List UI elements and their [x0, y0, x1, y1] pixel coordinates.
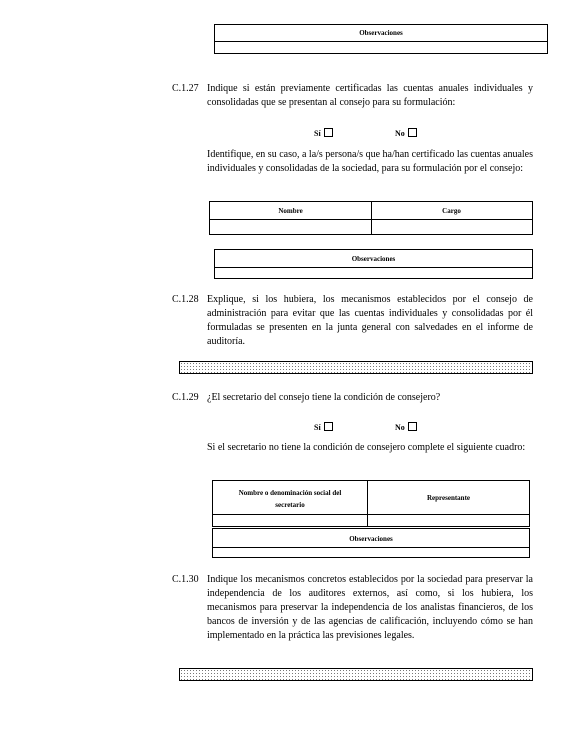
checkbox-square[interactable]: [324, 128, 333, 137]
table-divider: [210, 219, 532, 220]
question-text-c130: Indique los mecanismos concretos establecidos por la sociedad para preservar la independencia de los auditores externos, así como, si los hubiera, los mecanismos para preservar la independencia de los analistas financieros, de los bancos de inversión y de las agencias de calificación, incluyendo cómo se han implementado en la práctica las previsiones legales.: [207, 574, 533, 641]
column-divider: [371, 202, 372, 234]
table-divider: [213, 547, 529, 548]
observations-header: Observaciones: [349, 535, 393, 543]
question-number-c127: C.1.27: [172, 83, 199, 94]
checkbox-si-c127[interactable]: Sí: [314, 128, 333, 138]
checkbox-no-c127[interactable]: No: [395, 128, 417, 138]
column-header-representante: Representante: [426, 494, 471, 502]
checkbox-square[interactable]: [324, 422, 333, 431]
identify-text-c127: Identifique, en su caso, a la/s persona/s que ha/han certificado las cuentas anuales individuales y consolidadas de la sociedad, para su formulación por el consejo:: [207, 149, 533, 174]
question-text-c127: Indique si están previamente certificadas las cuentas anuales individuales y consolidadas que se presentan al consejo para su formulación:: [207, 83, 533, 108]
secretary-table: [212, 480, 530, 527]
question-text-c128: Explique, si los hubiera, los mecanismos establecidos por el consejo de administración para evitar que las cuentas individuales y consolidadas por él formuladas se presenten en la junta general con salvedades en el informe de auditoría.: [207, 294, 533, 347]
observations-table-c127: [214, 249, 533, 279]
column-header-cargo: Cargo: [442, 207, 461, 215]
checkbox-si-c129[interactable]: Sí: [314, 422, 333, 432]
observations-table-c129: [212, 528, 530, 558]
table-divider: [215, 267, 532, 268]
observations-header: Observaciones: [351, 255, 396, 263]
answer-box-c128[interactable]: [179, 361, 533, 374]
column-divider: [367, 481, 368, 526]
table-divider: [215, 41, 547, 42]
instruction-text-c129: Si el secretario no tiene la condición de consejero complete el siguiente cuadro:: [207, 442, 526, 453]
table-divider: [213, 514, 529, 515]
question-number-c130: C.1.30: [172, 574, 199, 585]
certifiers-table: [209, 201, 533, 235]
column-header-nombre: Nombre: [278, 207, 303, 215]
column-header-secretario: Nombre o denominación social del secretario: [238, 489, 342, 509]
answer-box-c130[interactable]: [179, 668, 533, 681]
question-number-c129: C.1.29: [172, 392, 199, 403]
question-text-c129: ¿El secretario del consejo tiene la condición de consejero?: [207, 392, 441, 403]
question-number-c128: C.1.28: [172, 294, 199, 305]
observations-header: Observaciones: [359, 29, 403, 37]
observations-table-top: [214, 24, 548, 54]
checkbox-no-c129[interactable]: No: [395, 422, 417, 432]
checkbox-square[interactable]: [408, 128, 417, 137]
checkbox-square[interactable]: [408, 422, 417, 431]
